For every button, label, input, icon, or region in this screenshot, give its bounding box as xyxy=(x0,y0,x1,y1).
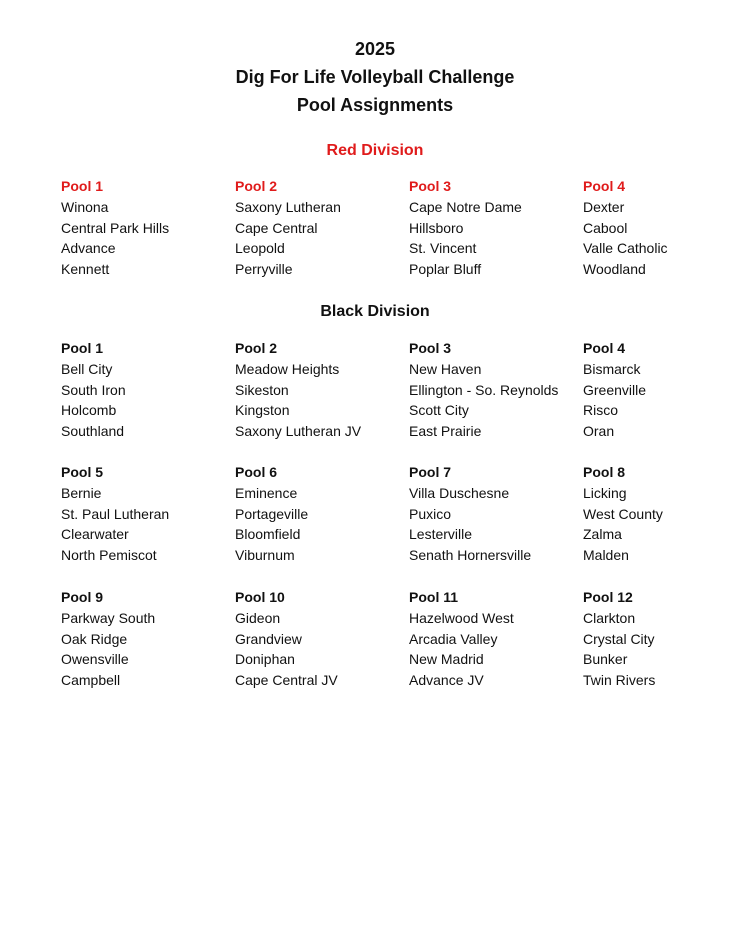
team: Grandview xyxy=(235,630,302,647)
black-pool-12 xyxy=(583,587,733,691)
team: Southland xyxy=(61,423,125,440)
team: Bunker xyxy=(583,651,628,668)
team: New Madrid xyxy=(409,651,484,668)
pool-name: Pool 6 xyxy=(235,464,278,480)
team: Bell City xyxy=(61,361,113,377)
black-pool-2 xyxy=(235,338,409,442)
team: Portageville xyxy=(235,505,309,522)
team: Clarkton xyxy=(583,610,636,626)
team: Cape Central JV xyxy=(235,672,338,689)
pool-name: Pool 5 xyxy=(61,464,104,480)
black-pool-6 xyxy=(235,462,409,566)
pool-name: Pool 11 xyxy=(409,589,459,605)
team: Central Park Hills xyxy=(61,219,170,236)
team: Cabool xyxy=(583,219,628,236)
team: Gideon xyxy=(235,610,281,626)
black-pool-11 xyxy=(409,587,583,691)
team: Owensville xyxy=(61,651,129,668)
team: Bismarck xyxy=(583,361,641,377)
team: Hazelwood West xyxy=(409,610,514,626)
black-pool-7 xyxy=(409,462,583,566)
team: St. Paul Lutheran xyxy=(61,505,170,522)
team: Cape Central xyxy=(235,219,318,236)
black-division-pools-row-2 xyxy=(61,462,741,566)
pool-name: Pool 4 xyxy=(583,340,626,356)
team: Campbell xyxy=(61,672,121,689)
pool-name: Pool 2 xyxy=(235,178,278,194)
team: Zalma xyxy=(583,526,622,543)
team: Clearwater xyxy=(61,526,129,543)
team: Senath Hornersville xyxy=(409,547,532,564)
pool-name: Pool 3 xyxy=(409,340,452,356)
team: Sikeston xyxy=(235,381,289,398)
team: St. Vincent xyxy=(409,240,477,257)
team: Licking xyxy=(583,485,627,501)
team: East Prairie xyxy=(409,423,482,440)
pool-name: Pool 4 xyxy=(583,178,626,194)
team: Parkway South xyxy=(61,610,156,626)
team: Eminence xyxy=(235,485,298,501)
black-pool-4 xyxy=(583,338,733,442)
pool-name: Pool 3 xyxy=(409,178,452,194)
pool-name: Pool 9 xyxy=(61,589,104,605)
black-pool-8 xyxy=(583,462,733,566)
team: Kingston xyxy=(235,402,290,419)
team: Saxony Lutheran JV xyxy=(235,423,362,440)
black-division-title: Black Division xyxy=(320,303,430,320)
team: Valle Catholic xyxy=(583,240,668,257)
red-division-pools xyxy=(61,176,741,280)
black-pool-1 xyxy=(61,338,235,442)
team: Poplar Bluff xyxy=(409,261,482,278)
team: Advance xyxy=(61,240,116,257)
team: Leopold xyxy=(235,240,285,257)
team: Bloomfield xyxy=(235,526,301,543)
team: Holcomb xyxy=(61,402,117,419)
black-division-pools-row-1 xyxy=(61,338,741,442)
team: Risco xyxy=(583,402,619,419)
team: Perryville xyxy=(235,261,293,278)
team: Hillsboro xyxy=(409,219,464,236)
team: Saxony Lutheran xyxy=(235,199,341,215)
team: Bernie xyxy=(61,485,102,501)
team: Doniphan xyxy=(235,651,295,668)
red-pool-3 xyxy=(409,176,583,280)
team: North Pemiscot xyxy=(61,547,157,564)
team: Crystal City xyxy=(583,630,655,647)
team: Kennett xyxy=(61,261,110,278)
black-pool-5 xyxy=(61,462,235,566)
pool-name: Pool 10 xyxy=(235,589,285,605)
team: New Haven xyxy=(409,361,482,377)
team: Oran xyxy=(583,423,615,440)
team: South Iron xyxy=(61,381,126,398)
black-pool-3 xyxy=(409,338,583,442)
team: Winona xyxy=(61,199,109,215)
pool-name: Pool 12 xyxy=(583,589,633,605)
team: Arcadia Valley xyxy=(409,630,498,647)
team: Lesterville xyxy=(409,526,473,543)
team: Twin Rivers xyxy=(583,672,656,689)
pool-name: Pool 8 xyxy=(583,464,626,480)
team: Ellington - So. Reynolds xyxy=(409,381,559,398)
event-title: Dig For Life Volleyball Challenge xyxy=(235,67,515,87)
document-header xyxy=(0,35,750,119)
black-division-pools-row-3 xyxy=(61,587,741,691)
red-pool-1 xyxy=(61,176,235,280)
team: Viburnum xyxy=(235,547,295,564)
pool-name: Pool 2 xyxy=(235,340,278,356)
pool-name: Pool 1 xyxy=(61,340,104,356)
team: Cape Notre Dame xyxy=(409,199,522,215)
pool-name: Pool 1 xyxy=(61,178,104,194)
red-pool-4 xyxy=(583,176,733,280)
team: Villa Duschesne xyxy=(409,485,510,501)
year-title: 2025 xyxy=(354,39,396,59)
black-pool-10 xyxy=(235,587,409,691)
red-pool-2 xyxy=(235,176,409,280)
team: Malden xyxy=(583,547,629,564)
team: Oak Ridge xyxy=(61,630,128,647)
team: Advance JV xyxy=(409,672,484,689)
team: Greenville xyxy=(583,381,647,398)
team: Puxico xyxy=(409,505,452,522)
team: Woodland xyxy=(583,261,646,278)
red-division-title: Red Division xyxy=(326,142,424,159)
black-pool-9 xyxy=(61,587,235,691)
pool-name: Pool 7 xyxy=(409,464,452,480)
pool-assignments-title: Pool Assignments xyxy=(296,95,454,115)
team: Meadow Heights xyxy=(235,361,340,377)
team: Scott City xyxy=(409,402,469,419)
team: Dexter xyxy=(583,199,625,215)
team: West County xyxy=(583,505,663,522)
